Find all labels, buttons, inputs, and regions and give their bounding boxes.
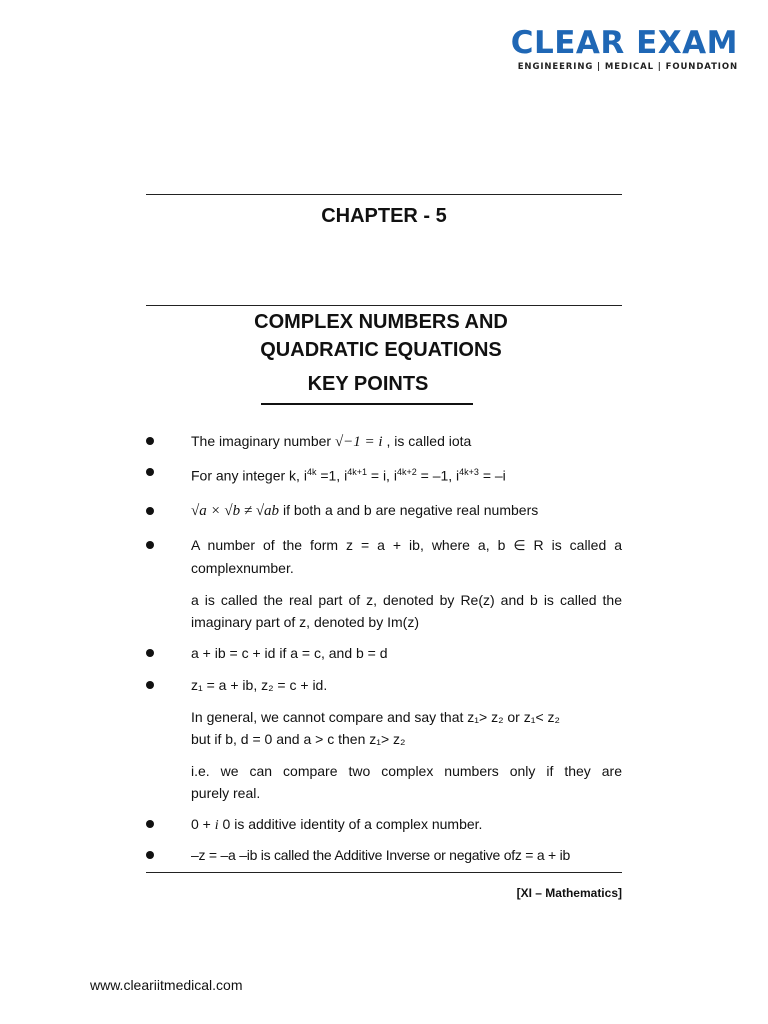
bullet-icon bbox=[146, 468, 154, 476]
point-1-text: The imaginary number bbox=[191, 433, 332, 449]
point-1 bbox=[191, 430, 471, 453]
bullet-icon bbox=[146, 820, 154, 828]
website-link[interactable]: www.cleariitmedical.com bbox=[90, 977, 243, 993]
point-6-line3: but if b, d = 0 and a > c then z₁> z₂ bbox=[191, 731, 406, 747]
brand-logo bbox=[510, 25, 738, 72]
exponent: 4k+1 bbox=[347, 467, 367, 477]
point-6-line2: In general, we cannot compare and say that z₁> z₂ or z₁< z₂ bbox=[191, 709, 560, 725]
section-underline bbox=[261, 403, 473, 405]
exponent: 4k+2 bbox=[396, 467, 417, 477]
subject-label: [XI – Mathematics] bbox=[516, 886, 622, 900]
bullet-icon bbox=[146, 851, 154, 859]
point-3-text: if both a and b are negative real numbers bbox=[282, 502, 539, 518]
chapter-title bbox=[0, 308, 762, 364]
point-2-text: For any integer k, i bbox=[191, 467, 307, 484]
bullet-icon bbox=[146, 507, 154, 515]
point-6-line1: z₁ = a + ib, z₂ = c + id. bbox=[191, 677, 328, 693]
sqrt-minus-one-formula: √−1 = i bbox=[334, 434, 383, 450]
point-7-text: 0 + bbox=[191, 816, 215, 832]
point-4-line3: a is called the real part of z, denoted by Re(z) and b is called the bbox=[191, 592, 622, 608]
point-3 bbox=[191, 499, 538, 522]
iota-symbol: i bbox=[214, 818, 219, 833]
chapter-title-line1: COMPLEX NUMBERS AND bbox=[254, 311, 508, 333]
point-2-text: = –i bbox=[478, 467, 506, 484]
exponent: 4k bbox=[306, 467, 317, 477]
bullet-icon bbox=[146, 681, 154, 689]
logo-title: CLEAR EXAM bbox=[510, 25, 738, 61]
bullet-icon bbox=[146, 541, 154, 549]
radical-inequality-formula: √a × √b ≠ √ab bbox=[191, 503, 280, 519]
point-7-text: 0 is additive identity of a complex number. bbox=[218, 816, 483, 832]
section-heading: KEY POINTS bbox=[307, 373, 429, 395]
point-2 bbox=[191, 461, 506, 487]
point-6-line4: i.e. we can compare two complex numbers only if they are bbox=[191, 763, 622, 779]
point-4-line4: imaginary part of z, denoted by Im(z) bbox=[191, 614, 419, 630]
exponent: 4k+3 bbox=[459, 467, 479, 477]
point-4-line2: complexnumber. bbox=[191, 560, 294, 576]
point-2-text: = –1, i bbox=[416, 467, 460, 484]
point-6-line5: purely real. bbox=[191, 785, 261, 801]
point-2-text: = i, i bbox=[366, 467, 397, 484]
point-7 bbox=[191, 813, 482, 837]
title-divider bbox=[146, 305, 622, 306]
chapter-title-line2: QUADRATIC EQUATIONS bbox=[260, 339, 502, 361]
logo-tagline: ENGINEERING | MEDICAL | FOUNDATION bbox=[517, 62, 738, 72]
bullet-icon bbox=[146, 649, 154, 657]
point-1-suffix: , is called iota bbox=[386, 433, 472, 449]
footer-divider bbox=[146, 872, 622, 873]
chapter-heading: CHAPTER - 5 bbox=[321, 205, 447, 227]
point-2-text: =1, i bbox=[316, 467, 348, 484]
point-4-line1: A number of the form z = a + ib, where a, b ∈ R is called a bbox=[191, 537, 622, 553]
bullet-icon bbox=[146, 437, 154, 445]
top-divider bbox=[146, 194, 622, 195]
point-5: a + ib = c + id if a = c, and b = d bbox=[191, 645, 388, 661]
point-8: –z = –a –ib is called the Additive Inverse or negative ofz = a + ib bbox=[191, 847, 570, 863]
